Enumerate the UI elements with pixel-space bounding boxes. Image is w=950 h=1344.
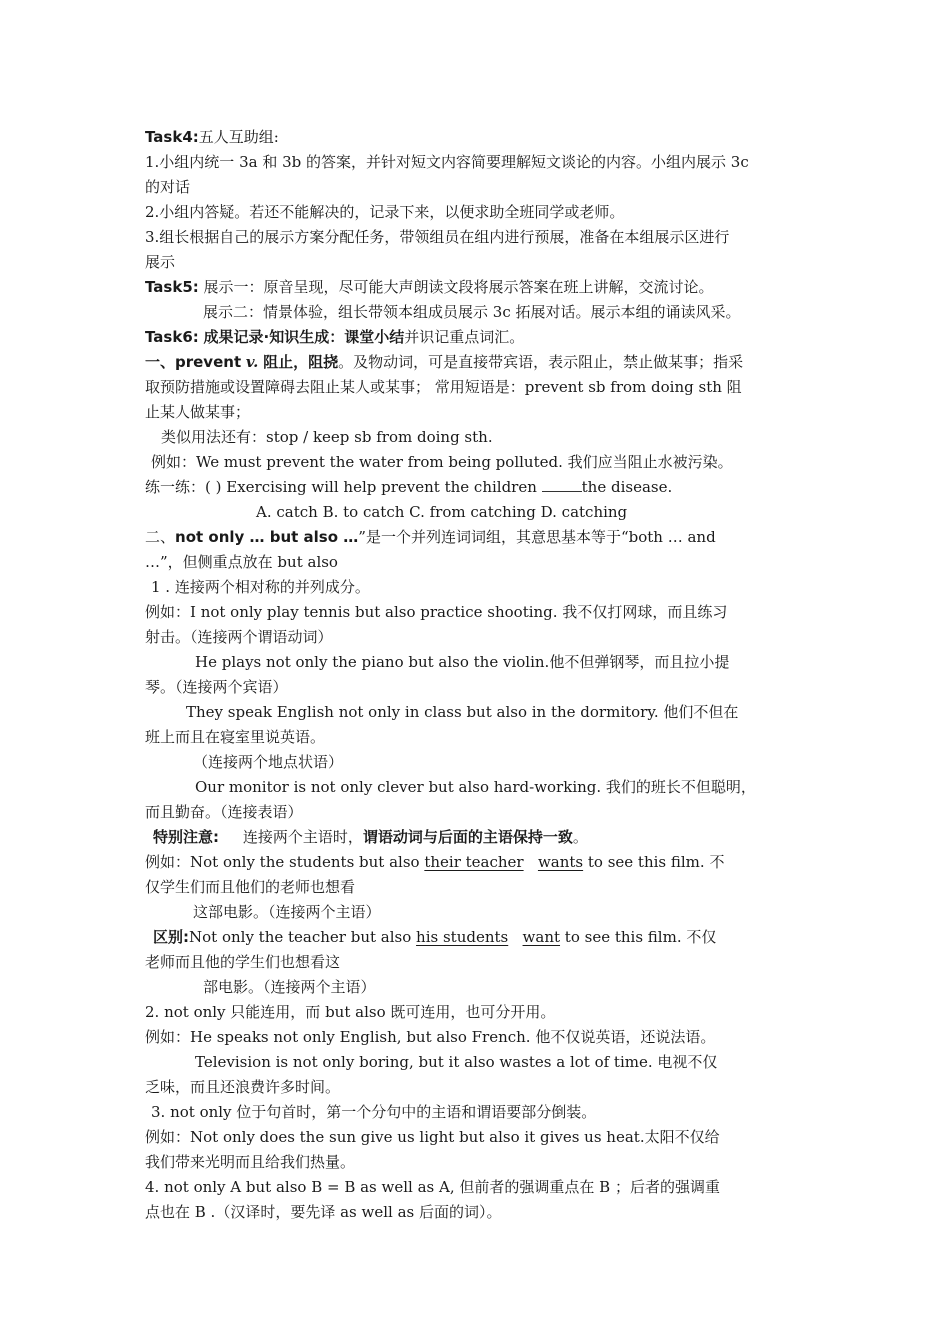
prevent-desc-cont: 止某人做某事； <box>145 403 251 421</box>
prevent-desc: 取预防措施或设置障碍去阻止某人或某事； 常用短语是：prevent sb from doing sth 阻 <box>145 378 742 396</box>
example-8-cont: 我们带来光明而且给我们热量。 <box>145 1153 356 1171</box>
practice-question: 练一练：( ) Exercising will help prevent the children the disease. <box>145 478 673 496</box>
example-8: 例如：Not only does the sun give us light but also it gives us heat.太阳不仅给 <box>145 1128 720 1146</box>
example-2-cont: 琴。（连接两个宾语） <box>145 678 288 696</box>
prevent-example: 例如：We must prevent the water from being polluted. 我们应当阻止水被污染。 <box>151 453 733 471</box>
task4-item-1-cont: 的对话 <box>145 178 191 196</box>
example-5: 例如：Not only the students but also their teacher wants to see this film. 不 <box>145 853 725 871</box>
point-4-cont: 点也在 B .（汉译时，要先译 as well as 后面的词）。 <box>145 1203 502 1221</box>
not-only-heading: 二、not only … but also …”是一个并列连词词组，其意思基本等于“both … and <box>145 528 716 546</box>
example-3-note: （连接两个地点状语） <box>193 753 344 771</box>
point-2: 2. not only 只能连用，而 but also 既可连用，也可分开用。 <box>145 1003 556 1021</box>
example-7-cont: 乏味，而且还浪费许多时间。 <box>145 1078 341 1096</box>
point-3: 3. not only 位于句首时，第一个分句中的主语和谓语要部分倒装。 <box>151 1103 597 1121</box>
difference-note-cont: 老师而且他的学生们也想看这 <box>145 953 341 971</box>
task4-item-1: 1.小组内统一 3a 和 3b 的答案，并针对短文内容简要理解短文谈论的内容。小组内展示 3c <box>145 153 749 171</box>
example-5-cont: 仅学生们而且他们的老师也想看 <box>145 878 356 896</box>
point-4: 4. not only A but also B = B as well as A, 但前者的强调重点在 B ；后者的强调重 <box>145 1178 720 1196</box>
not-only-heading-cont: …”，但侧重点放在 but also <box>145 553 338 571</box>
special-note: 特别注意: 连接两个主语时，谓语动词与后面的主语保持一致。 <box>153 828 588 846</box>
example-3-cont: 班上而且在寝室里说英语。 <box>145 728 326 746</box>
difference-note-cont-2: 部电影。（连接两个主语） <box>203 978 376 996</box>
point-1: 1 . 连接两个相对称的并列成分。 <box>151 578 370 596</box>
task4-item-2: 2.小组内答疑。若还不能解决的，记录下来，以便求助全班同学或老师。 <box>145 203 625 221</box>
example-3: They speak English not only in class but also in the dormitory. 他们不但在 <box>186 703 739 721</box>
example-1-cont: 射击。（连接两个谓语动词） <box>145 628 333 646</box>
example-6: 例如：He speaks not only English, but also French. 他不仅说英语，还说法语。 <box>145 1028 716 1046</box>
example-5-cont-2: 这部电影。（连接两个主语） <box>193 903 381 921</box>
example-7: Television is not only boring, but it also wastes a lot of time. 电视不仅 <box>195 1053 718 1071</box>
task5-heading: Task5: 展示一：原音呈现，尽可能大声朗读文段将展示答案在班上讲解，交流讨论。 <box>145 278 714 296</box>
task6-heading: Task6: 成果记录·知识生成：课堂小结并识记重点词汇。 <box>145 328 525 346</box>
difference-note: 区别:Not only the teacher but also his students want to see this film. 不仅 <box>153 928 717 946</box>
prevent-heading: 一、prevent v. 阻止，阻挠。及物动词，可是直接带宾语，表示阻止，禁止做某事；指采 <box>145 353 744 371</box>
practice-options: A. catch B. to catch C. from catching D. catching <box>256 503 628 521</box>
task5-item-2: 展示二：情景体验，组长带领本组成员展示 3c 拓展对话。展示本组的诵读风采。 <box>203 303 741 321</box>
task4-item-3-cont: 展示 <box>145 253 176 271</box>
example-4: Our monitor is not only clever but also hard-working. 我们的班长不但聪明， <box>195 778 756 796</box>
example-2: He plays not only the piano but also the violin.他不但弹钢琴，而且拉小提 <box>195 653 730 671</box>
example-4-cont: 而且勤奋。（连接表语） <box>145 803 303 821</box>
answer-blank <box>542 477 582 492</box>
example-1: 例如：I not only play tennis but also practice shooting. 我不仅打网球，而且练习 <box>145 603 728 621</box>
task4-item-3: 3.组长根据自己的展示方案分配任务，带领组员在组内进行预展，准备在本组展示区进行 <box>145 228 730 246</box>
prevent-similar: 类似用法还有：stop / keep sb from doing sth. <box>161 428 493 446</box>
task4-heading: Task4:五人互助组: <box>145 128 279 146</box>
